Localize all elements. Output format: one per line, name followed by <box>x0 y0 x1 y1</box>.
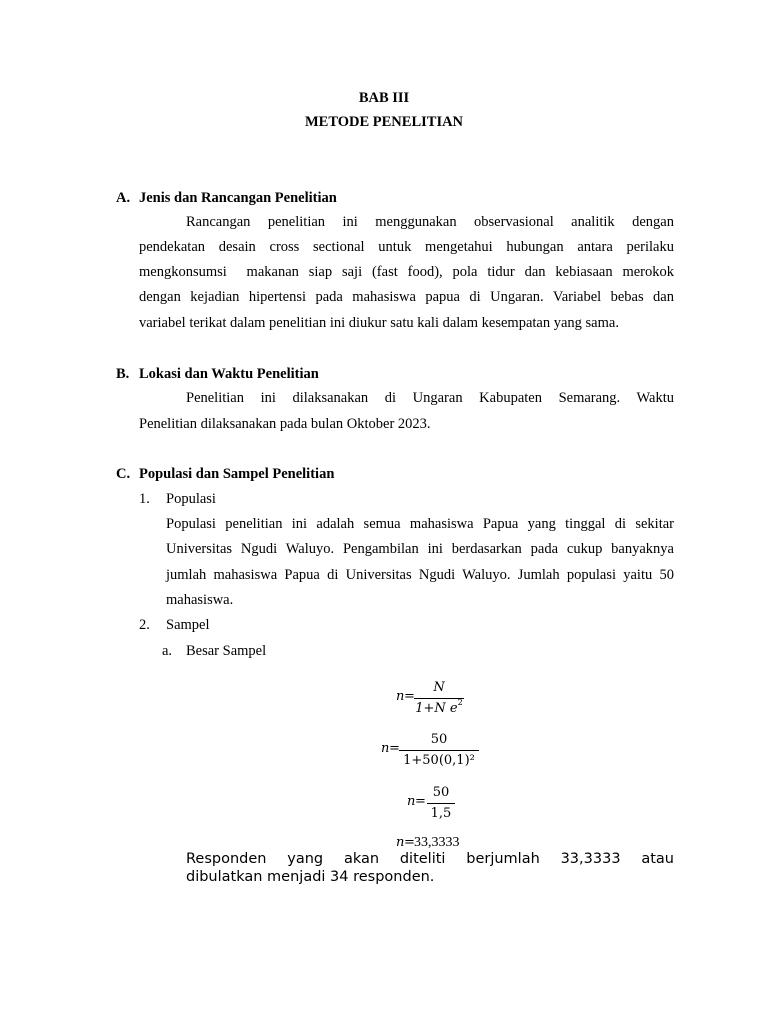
formula-1-fraction <box>414 680 464 717</box>
populasi-line: Populasi penelitian ini adalah semua mahasiswa Papua yang tinggal di sekitar <box>166 516 674 532</box>
formula-2-fraction <box>399 732 479 769</box>
formula-3-lhs: n <box>407 794 416 809</box>
formula-1-denominator-base: 1+N e <box>415 701 458 716</box>
formula-1-numerator: N <box>433 680 445 695</box>
item-1-title: Populasi <box>166 491 216 507</box>
item-2-title: Sampel <box>166 617 210 633</box>
populasi-line: mahasiswa. <box>166 592 234 608</box>
formula-2-denominator: 1+50(0,1)² <box>403 753 475 768</box>
formula-2-numerator: 50 <box>430 732 448 747</box>
formula-3-equals: = <box>415 794 426 809</box>
formula-4-value: 33,3333 <box>414 835 460 850</box>
formula-3-numerator: 50 <box>432 785 450 800</box>
section-b-title: Lokasi dan Waktu Penelitian <box>139 366 319 382</box>
formula-3-denominator: 1,5 <box>430 806 452 821</box>
formula-4-lhs: n <box>396 835 405 850</box>
formula-1-denominator <box>414 699 464 717</box>
section-a-line: mengkonsumsi makanan siap saji (fast food), pola tidur dan kebiasaan merokok <box>139 264 674 280</box>
formula-2-equals: = <box>389 741 400 756</box>
formula-3-fraction <box>427 785 455 822</box>
formula-2-lhs: n <box>381 741 390 756</box>
item-1-marker: 1. <box>139 491 150 507</box>
section-a-title: Jenis dan Rancangan Penelitian <box>139 190 337 206</box>
formula-4-equals: = <box>404 835 415 850</box>
chapter-label: BAB III <box>358 90 410 106</box>
section-a-marker: A. <box>116 190 131 206</box>
section-a-line: Rancangan penelitian ini menggunakan observasional analitik dengan <box>186 214 674 230</box>
section-c-marker: C. <box>116 466 131 482</box>
populasi-line: Universitas Ngudi Waluyo. Pengambilan ini berdasarkan pada cukup banyaknya <box>166 541 674 557</box>
item-2-marker: 2. <box>139 617 150 633</box>
formula-1-exponent: 2 <box>457 698 463 707</box>
item-2a-marker: a. <box>162 643 173 659</box>
formula-1-lhs: n <box>396 689 405 704</box>
formula-1-equals: = <box>404 689 415 704</box>
section-a-line: dengan kejadian hipertensi pada mahasiswa papua di Ungaran. Variabel bebas dan <box>139 289 674 305</box>
section-c-title: Populasi dan Sampel Penelitian <box>139 466 335 482</box>
section-b-line: Penelitian ini dilaksanakan di Ungaran Kabupaten Semarang. Waktu <box>186 390 674 406</box>
section-b-marker: B. <box>116 366 130 382</box>
section-a-line: variabel terikat dalam penelitian ini diukur satu kali dalam kesempatan yang sama. <box>139 315 619 331</box>
item-2a-title: Besar Sampel <box>186 643 267 659</box>
conclusion-line: Responden yang akan diteliti berjumlah 33,3333 atau <box>186 851 674 867</box>
section-b-line: Penelitian dilaksanakan pada bulan Oktober 2023. <box>139 416 431 432</box>
chapter-title: METODE PENELITIAN <box>304 114 464 130</box>
conclusion-line: dibulatkan menjadi 34 responden. <box>186 869 435 885</box>
populasi-line: jumlah mahasiswa Papua di Universitas Ngudi Waluyo. Jumlah populasi yaitu 50 <box>166 567 674 583</box>
section-a-line: pendekatan desain cross sectional untuk mengetahui hubungan antara perilaku <box>139 239 674 255</box>
